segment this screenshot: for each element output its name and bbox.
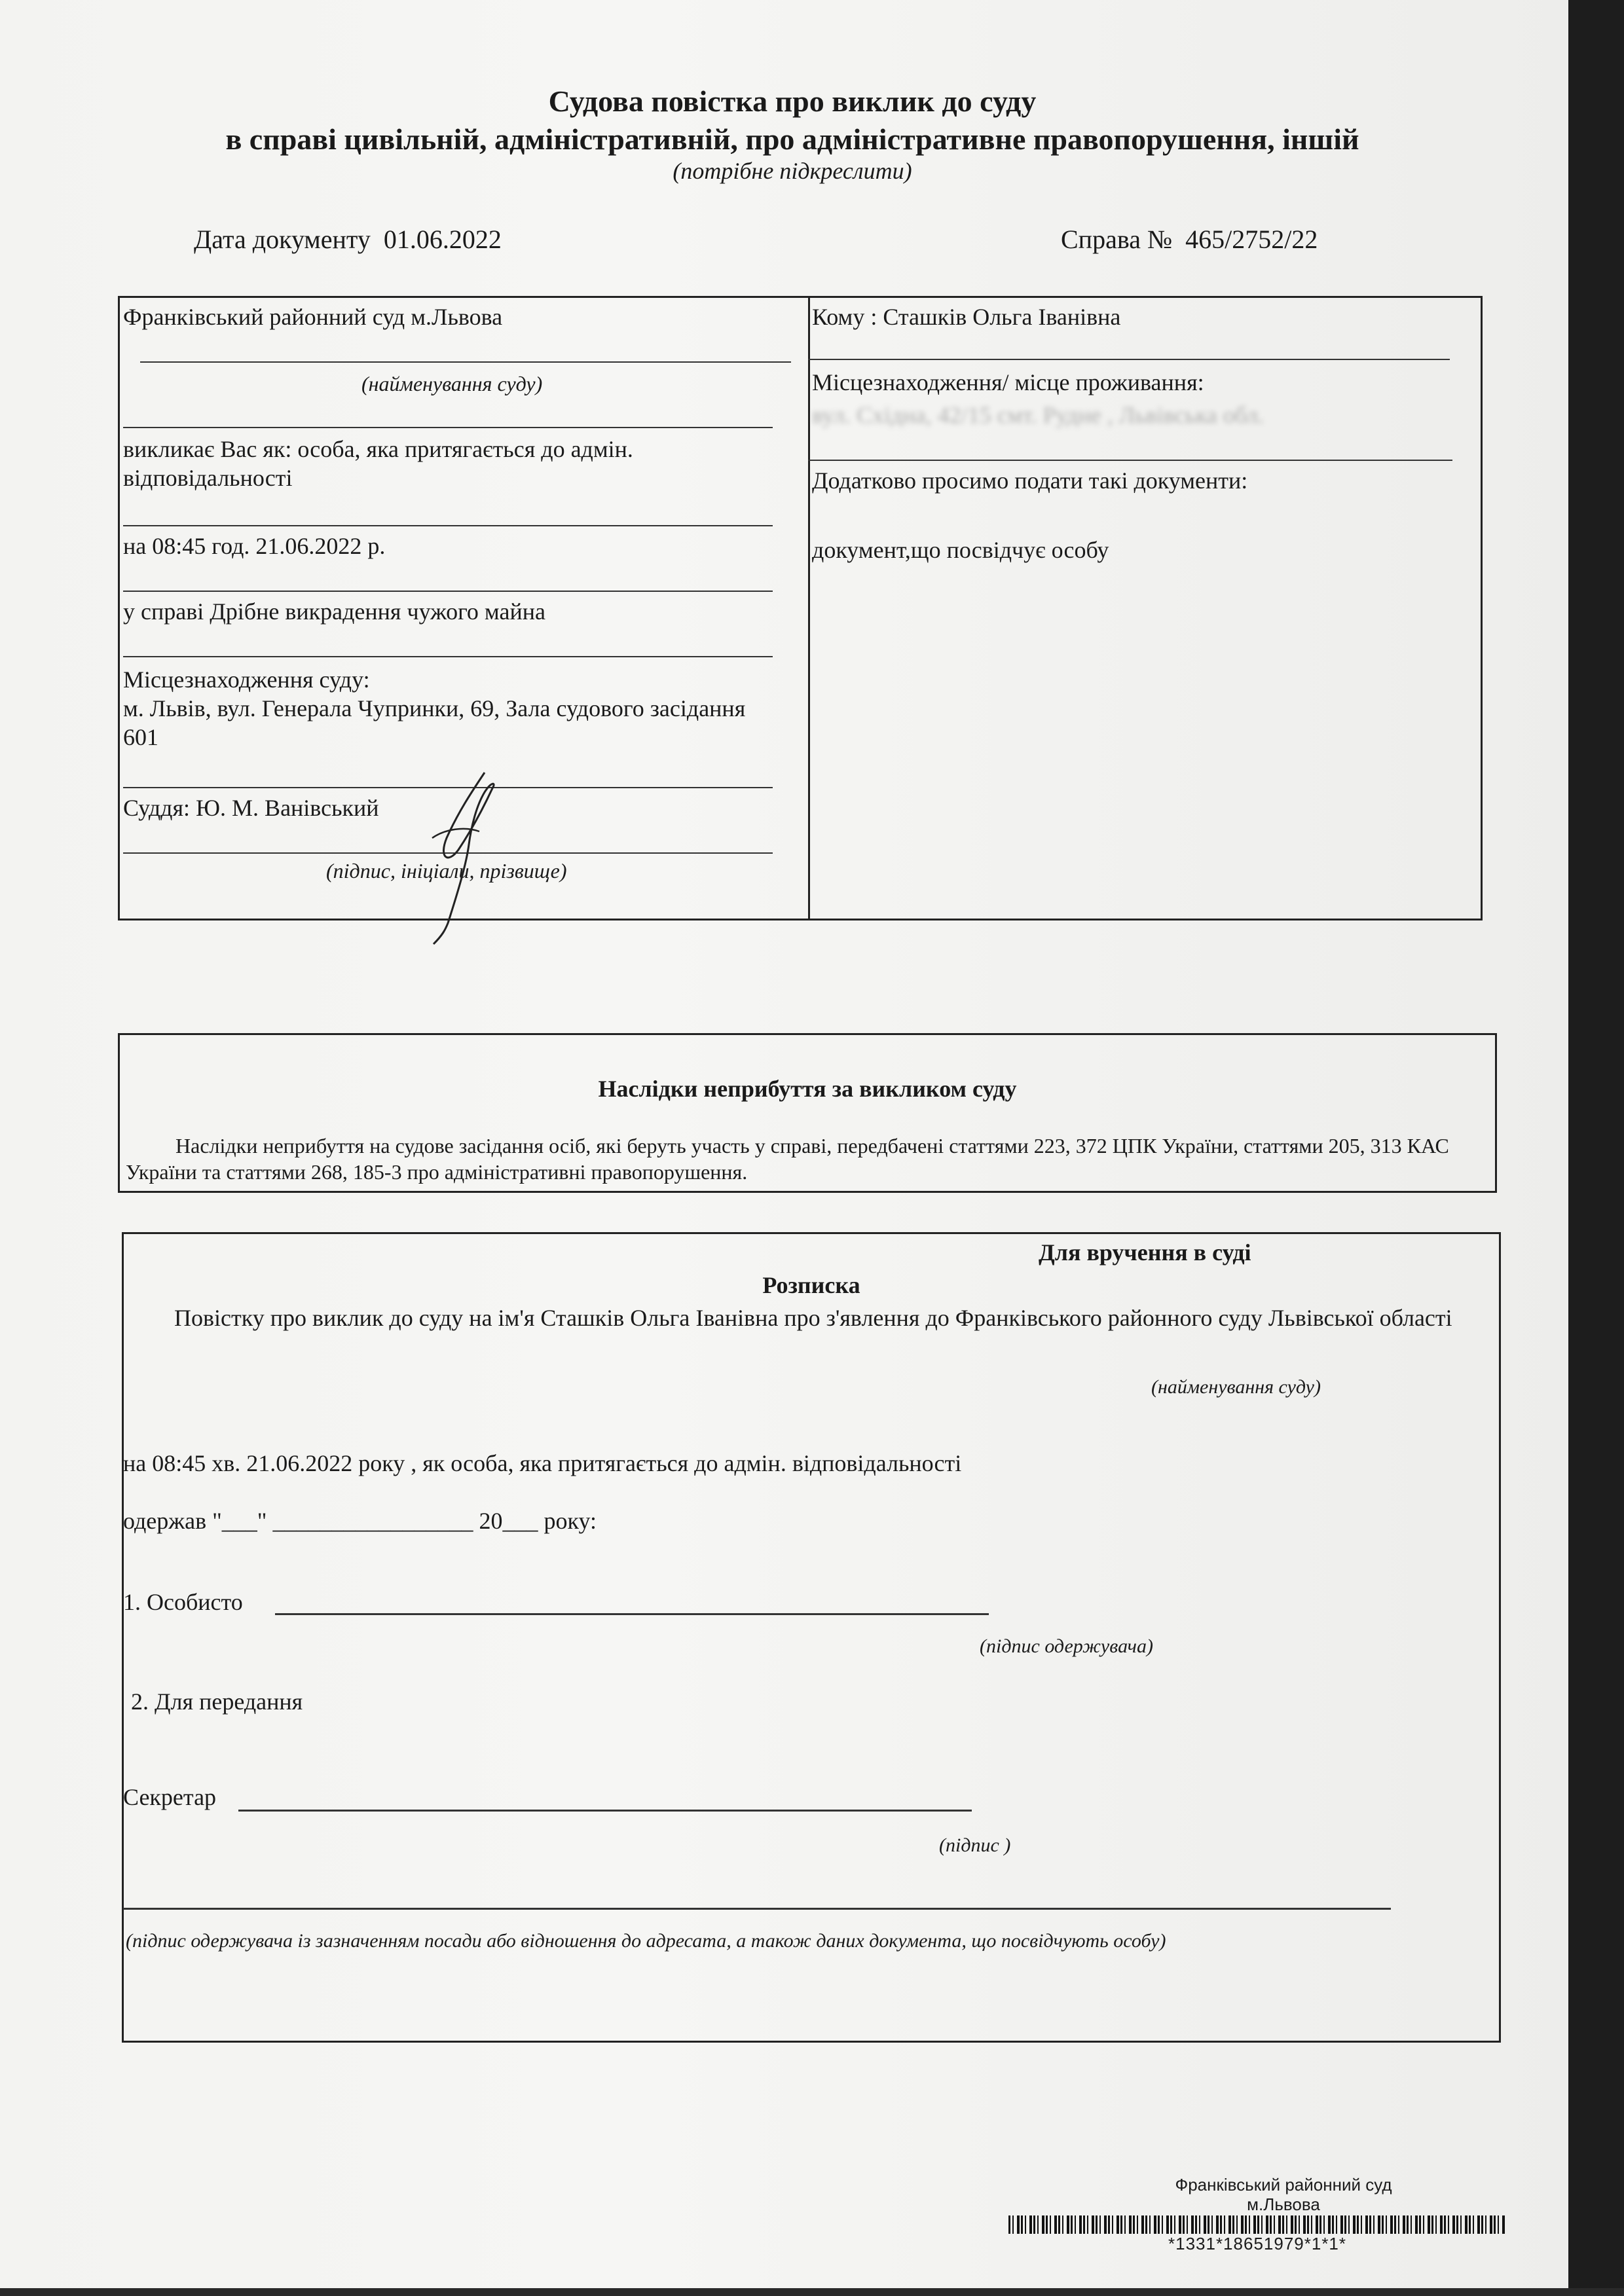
consequences-title: Наслідки неприбуття за викликом суду xyxy=(598,1076,1017,1102)
judge-caption: (підпис, ініціали, прізвище) xyxy=(326,859,567,883)
judge-signature xyxy=(419,766,524,949)
doc-date-label: Дата документу xyxy=(194,225,371,254)
personal-label: 1. Особисто xyxy=(123,1589,243,1615)
footer-court-line1: Франківський районний суд xyxy=(1175,2175,1392,2195)
recipient: Кому : Сташків Ольга Іванівна xyxy=(812,304,1121,330)
subtitle: (потрібне підкреслити) xyxy=(673,158,912,184)
divider-r1 xyxy=(808,359,1450,360)
court-location-label: Місцезнаходження суду: xyxy=(123,666,370,693)
recipient-details-line xyxy=(123,1908,1391,1910)
bottom-caption: (підпис одержувача із зазначенням посади або відношення до адресата, а також даних документа, що посвідчують особу) xyxy=(126,1930,1166,1952)
residence-label: Місцезнаходження/ місце проживання: xyxy=(812,369,1204,395)
extra-docs: документ,що посвідчує особу xyxy=(812,537,1109,563)
case-label: Справа № xyxy=(1061,225,1173,254)
doc-date-value: 01.06.2022 xyxy=(383,225,502,254)
recipient-caption: (підпис одержувача) xyxy=(980,1635,1153,1657)
summoned-as: викликає Вас як: особа, яка притягається до адмін. відповідальності xyxy=(123,436,633,491)
court-location: м. Львів, вул. Генерала Чупринки, 69, Зала судового засідання 601 xyxy=(123,695,746,750)
residence-value: вул. Східна, 42/15 смт. Рудне , Львівська обл. xyxy=(812,402,1264,428)
case-number xyxy=(1061,224,1318,255)
case-subject: у справі Дрібне викрадення чужого майна xyxy=(123,598,545,625)
scan-edge-right xyxy=(1568,0,1624,2296)
footer-court-line2: м.Львова xyxy=(1247,2195,1320,2214)
barcode xyxy=(1008,2215,1506,2234)
divider-3 xyxy=(123,591,773,592)
transfer-label: 2. Для передання xyxy=(131,1688,303,1715)
divider-4 xyxy=(123,656,773,657)
extra-docs-label: Додатково просимо подати такі документи: xyxy=(812,467,1248,494)
barcode-text: *1331*18651979*1*1* xyxy=(1168,2234,1347,2253)
receipt-line1: Повістку про виклик до суду на ім'я Сташків Ольга Іванівна про з'явлення до Франківського районного суду Львівської області xyxy=(174,1305,1452,1331)
court-caption: (найменування суду) xyxy=(361,372,543,395)
receipt-title: Розписка xyxy=(762,1272,860,1298)
doc-date xyxy=(194,224,502,255)
for-court: Для вручення в суді xyxy=(1039,1239,1251,1266)
secretary-label: Секретар xyxy=(123,1784,217,1810)
personal-signature-line xyxy=(275,1613,989,1615)
consequences-text: Наслідки неприбуття на судове засідання осіб, які беруть участь у справі, передбачені статтями 223, 372 ЦПК України, статтями 205, 313 КАС України та статтями 268, 185-3 про адміністративні правопорушення. xyxy=(126,1134,1449,1184)
secretary-signature-line xyxy=(238,1810,972,1812)
receipt-court-caption: (найменування суду) xyxy=(1151,1376,1321,1398)
receipt-box xyxy=(122,1232,1501,2043)
divider-2 xyxy=(123,525,773,526)
scan-edge-bottom xyxy=(0,2288,1624,2296)
court-name-underline xyxy=(140,361,791,363)
divider-r2 xyxy=(808,460,1452,461)
divider-1 xyxy=(123,427,773,428)
title-line2: в справі цивільній, адміністративній, про адміністративне правопорушення, іншій xyxy=(225,122,1359,156)
case-number-value: 465/2752/22 xyxy=(1185,225,1318,254)
judge: Суддя: Ю. М. Ванівський xyxy=(123,795,379,821)
table-divider xyxy=(808,296,810,920)
signature-caption: (підпис ) xyxy=(939,1834,1011,1856)
title-line1: Судова повістка про виклик до суду xyxy=(548,84,1037,118)
court-name: Франківський районний суд м.Львова xyxy=(123,304,503,330)
received-line: одержав "___" _________________ 20___ року: xyxy=(123,1508,597,1534)
hearing-time: на 08:45 год. 21.06.2022 р. xyxy=(123,533,386,559)
receipt-time-line: на 08:45 хв. 21.06.2022 року , як особа, яка притягається до адмін. відповідальності xyxy=(123,1450,962,1476)
